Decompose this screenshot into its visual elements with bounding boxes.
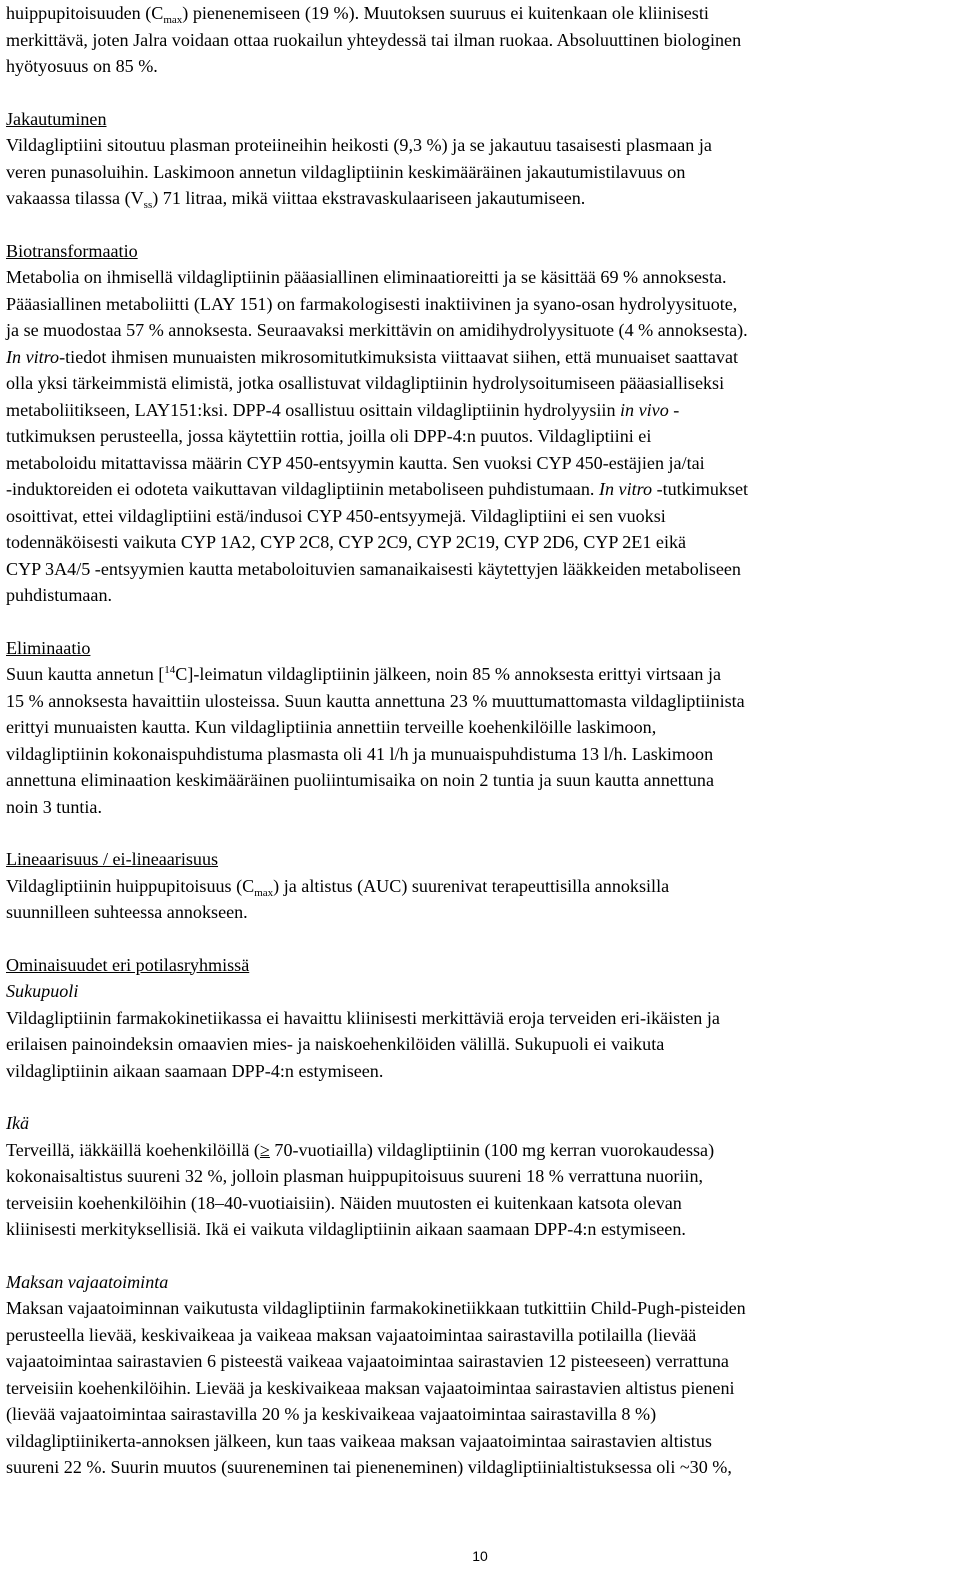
text-line: vildagliptiinin aikaan saamaan DPP-4:n estymiseen. <box>6 1060 384 1081</box>
page-number: 10 <box>472 1548 488 1564</box>
text-line: terveisiin koehenkilöihin (18–40-vuotiaisiin). Näiden muutosten ei kuitenkaan katsota olevan <box>6 1192 682 1213</box>
section-heading: Biotransformaatio <box>6 240 138 261</box>
text-line: perusteella lievää, keskivaikeaa ja vaikeaa maksan vajaatoimintaa sairastavilla potilailla (lievää <box>6 1324 697 1345</box>
text-line: hyötyosuus on 85 %. <box>6 56 158 76</box>
text-line: vildagliptiinin kokonaispuhdistuma plasmasta oli 41 l/h ja munuaispuhdistuma 13 l/h. Laskimoon <box>6 743 714 764</box>
text-line: veren punasoluihin. Laskimoon annetun vildagliptiinin keskimääräinen jakautumistilavuus on <box>6 161 686 182</box>
section-biotransformaatio <box>6 238 952 609</box>
text-line: tutkimuksen perusteella, jossa käytettiin rottia, joilla oli DPP-4:n puutos. Vildagliptiini ei <box>6 426 652 446</box>
text-line: CYP 3A4/5 -entsyymien kautta metaboloituvien samanaikaisesti käytettyjen lääkkeiden metaboliseen <box>6 558 741 579</box>
text-line: ja se muodostaa 57 % annoksesta. Seuraavaksi merkittävin on amidihydrolyysituote (4 % annoksesta). <box>6 320 748 340</box>
text-line: Pääasiallinen metaboliitti (LAY 151) on farmakologisesti inaktiivinen ja syano-osan hydrolyysituote, <box>6 293 738 314</box>
text-line: erilaisen painoindeksin omaavien mies- ja naiskoehenkilöiden välillä. Sukupuoli ei vaikuta <box>6 1034 665 1054</box>
text-line: In vitro-tiedot ihmisen munuaisten mikrosomitutkimuksista viittaavat siihen, että munuaiset saattavat <box>6 346 739 367</box>
text-line: osoittivat, ettei vildagliptiini estä/indusoi CYP 450-entsyymejä. Vildagliptiini ei sen vuoksi <box>6 505 666 526</box>
text-line: erittyi munuaisten kautta. Kun vildagliptiinia annettiin terveille koehenkilöille laskimoon, <box>6 717 657 737</box>
subsection-heading: Maksan vajaatoiminta <box>6 1271 169 1292</box>
text-line: metaboloidu mitattavissa määrin CYP 450-entsyymin kautta. Sen vuoksi CYP 450-estäjien ja/tai <box>6 452 705 473</box>
text-line: suureni 22 %. Suurin muutos (suureneminen tai pieneneminen) vildagliptiinialtistuksessa oli ~30 %, <box>6 1457 732 1477</box>
text-line: Maksan vajaatoiminnan vaikutusta vildagliptiinin farmakokinetiikkaan tutkittiin Child-Pugh-pisteiden <box>6 1298 746 1318</box>
section-ominaisuudet <box>6 952 952 1085</box>
subsection-heading: Ikä <box>6 1113 30 1133</box>
text-line: Vildagliptiini sitoutuu plasman proteiineihin heikosti (9,3 %) ja se jakautuu tasaisesti plasmaan ja <box>6 135 712 155</box>
section-lineaarisuus <box>6 846 952 926</box>
text-line: metaboliitikseen, LAY151:ksi. DPP-4 osallistuu osittain vildagliptiinin hydrolyysiin in vivo - <box>6 399 680 420</box>
text-line: vajaatoimintaa sairastavien 6 pisteestä vaikeaa vajaatoimintaa sairastavien 12 pisteeseen) verrattuna <box>6 1351 729 1371</box>
text-line: terveisiin koehenkilöihin. Lievää ja keskivaikeaa maksan vajaatoimintaa sairastavien altistus pieneni <box>6 1377 735 1398</box>
text-line: Suun kautta annetun [$^{14}$C]-leimatun vildagliptiinin jälkeen, noin 85 % annoksesta erittyi virtsaan ja <box>6 664 721 684</box>
section-heading: Ominaisuudet eri potilasryhmissä <box>6 954 250 975</box>
text-line: merkittävä, joten Jalra voidaan ottaa ruokailun yhteydessä tai ilman ruokaa. Absoluuttinen biologinen <box>6 29 742 50</box>
text-line: Terveillä, iäkkäillä koehenkilöillä (≥ 70-vuotiailla) vildagliptiinin (100 mg kerran vuorokaudessa) <box>6 1139 715 1160</box>
section-eliminaatio <box>6 635 952 821</box>
text-line: puhdistumaan. <box>6 585 113 605</box>
section-heading: Eliminaatio <box>6 637 91 658</box>
text-line: huippupitoisuuden $(C_{max})$ pienenemiseen (19 %). Muutoksen suuruus ei kuitenkaan ole kliinisesti <box>6 3 709 26</box>
text-line: Vildagliptiinin huippupitoisuus $(C_{max})$ ja altistus (AUC) suurenivat terapeuttisilla annoksilla <box>6 875 670 899</box>
section-jakautuminen <box>6 106 952 212</box>
text-line: vakaassa tilassa $(V_{ss})$ 71 litraa, mikä viittaa ekstravaskulaariseen jakautumiseen. <box>6 188 586 211</box>
section-ika <box>6 1110 952 1243</box>
section-maksa <box>6 1269 952 1481</box>
text-line: kliinisesti merkityksellisiä. Ikä ei vaikuta vildagliptiinin aikaan saamaan DPP-4:n estymiseen. <box>6 1219 686 1239</box>
section-heading: Jakautuminen <box>6 108 107 129</box>
text-line: todennäköisesti vaikuta CYP 1A2, CYP 2C8, CYP 2C9, CYP 2C19, CYP 2D6, CYP 2E1 eikä <box>6 532 687 552</box>
text-line: noin 3 tuntia. <box>6 796 102 817</box>
text-line: vildagliptiinikerta-annoksen jälkeen, kun taas vaikeaa maksan vajaatoimintaa sairastavien altistus <box>6 1430 712 1451</box>
text-line: -induktoreiden ei odoteta vaikuttavan vildagliptiinin metaboliseen puhdistumaan. In vitro -tutkimukset <box>6 479 749 499</box>
text-line: Vildagliptiinin farmakokinetiikassa ei havaittu kliinisesti merkittäviä eroja terveiden eri-ikäisten ja <box>6 1007 720 1028</box>
section-heading: Lineaarisuus / ei-lineaarisuus <box>6 849 219 869</box>
text-line: Metabolia on ihmisellä vildagliptiinin pääasiallinen eliminaatioreitti ja se käsittää 69 % annoksesta. <box>6 267 727 287</box>
text-line: kokonaisaltistus suureni 32 %, jolloin plasman huippupitoisuus suureni 18 % verrattuna nuoriin, <box>6 1166 704 1186</box>
text-line: annettuna eliminaation keskimääräinen puoliintumisaika on noin 2 tuntia ja suun kautta annettuna <box>6 770 714 790</box>
intro-paragraph <box>6 0 952 80</box>
text-line: 15 % annoksesta havaittiin ulosteissa. Suun kautta annettuna 23 % muuttumattomasta vildagliptiinista <box>6 690 745 711</box>
text-line: olla yksi tärkeimmistä elimistä, jotka osallistuvat vildagliptiinin hydrolysoitumiseen pääasialliseksi <box>6 373 725 393</box>
text-line: suunnilleen suhteessa annokseen. <box>6 902 248 922</box>
document-page <box>6 0 952 1481</box>
text-line: (lievää vajaatoimintaa sairastavilla 20 % ja keskivaikeaa vajaatoimintaa sairastavilla 8 %) <box>6 1404 657 1424</box>
subsection-heading: Sukupuoli <box>6 981 79 1001</box>
